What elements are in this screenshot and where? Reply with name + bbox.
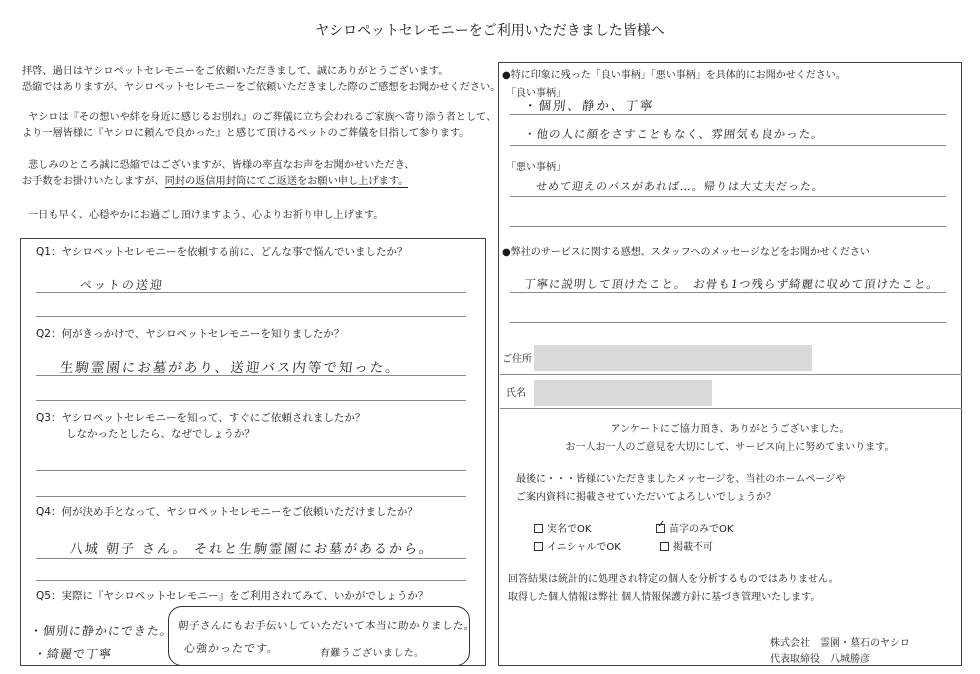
- q2-line-1: [36, 375, 466, 376]
- q5-label: Q5：実際に『ヤシロペットセレモニー』をご利用されてみて、いかがでしょうか？: [36, 590, 429, 602]
- intro-p4: 一日も早く、心穏やかにお過ごし頂けますよう、心よりお祈り申し上げます。: [28, 210, 384, 221]
- q4-line-1: [36, 558, 466, 559]
- page-title: ヤシロペットセレモニーをご利用いただきました皆様へ: [315, 23, 665, 39]
- good-items-answer-2[interactable]: ・他の人に顔をさすこともなく、雰囲気も良かった。: [523, 127, 825, 141]
- bad-items-label: 「悪い事柄」: [506, 162, 566, 173]
- intro-p3-line2: [22, 174, 482, 190]
- consent-option-initials[interactable]: イニシャルでOK: [534, 538, 621, 553]
- q5-answer-right-1[interactable]: 朝子さんにもお手伝いしていただいて本当に助かりました。: [177, 620, 476, 632]
- q1-label: Q1：ヤシロペットセレモニーを依頼する前に、どんな事で悩んでいましたか？: [36, 246, 408, 258]
- check-mark-icon: ✓: [657, 519, 666, 530]
- feedback-label: ●弊社のサービスに関する感想、スタッフへのメッセージなどをお聞かせください: [502, 247, 870, 258]
- feedback-answer[interactable]: 丁寧に説明して頂けたこと。 お骨も1つ残らず綺麗に収めて頂けたこと。: [523, 277, 940, 291]
- q1-answer[interactable]: ペットの送迎: [79, 278, 165, 292]
- q4-line-2: [36, 580, 466, 581]
- address-line: [500, 374, 962, 375]
- consent-question-line1: 最後に・・・皆様にいただきましたメッセージを、当社のホームページや: [516, 474, 846, 485]
- company-representative: 代表取締役 八城勝彦: [770, 654, 870, 665]
- name-label: 氏名: [506, 388, 526, 399]
- thanks-line2: お一人お一人のご意見を大切にして、サービス向上に努めてまいります。: [565, 442, 895, 453]
- feedback-line-2: [510, 322, 946, 323]
- privacy-line2: 取得した個人情報は弊社 個人情報保護方針に基づき管理いたします。: [508, 592, 821, 603]
- feedback-line-1: [510, 292, 946, 293]
- q2-label: Q2：何がきっかけで、ヤシロペットセレモニーを知りましたか？: [36, 328, 345, 340]
- bad-line-2: [510, 226, 946, 227]
- good-items-label: 「良い事柄」: [506, 88, 566, 99]
- q5-answer-right-2[interactable]: 心強かったです。: [183, 642, 280, 655]
- address-redacted-field[interactable]: [534, 345, 812, 371]
- address-label: ご住所: [502, 354, 532, 365]
- q3-label-line2: しなかったとしたら、なぜでしょうか？: [66, 428, 255, 440]
- checkbox-surname-only[interactable]: [656, 519, 666, 533]
- checkbox-real-name[interactable]: [534, 524, 543, 533]
- good-line-2: [510, 145, 946, 146]
- q3-label: Q3：ヤシロペットセレモニーを知って、すぐにご依頼されましたか？: [36, 412, 366, 424]
- q5-answer-left-1[interactable]: ・個別に静かにできた。: [29, 624, 174, 638]
- q5-answer-right-3[interactable]: 有難うございました。: [319, 648, 426, 659]
- q2-answer[interactable]: 生駒霊園にお墓があり、送迎バス内等で知った。: [58, 360, 402, 376]
- q4-label: Q4：何が決め手となって、ヤシロペットセレモニーをご依頼いただけましたか？: [36, 506, 418, 518]
- intro-p1-line2: 恐縮ではありますが、ヤシロペットセレモニーをご依頼いただきました際のご感想をお聞かせください。: [22, 82, 501, 93]
- impressions-label: ●特に印象に残った「良い事柄」「悪い事柄」を具体的にお聞かせください。: [502, 70, 846, 81]
- good-line-1: [510, 114, 946, 115]
- q1-line-1: [36, 292, 466, 293]
- bad-items-answer-1[interactable]: せめて迎えのバスがあれば…。帰りは大丈夫だった。: [535, 180, 825, 193]
- checkbox-initials[interactable]: [534, 542, 543, 551]
- q4-answer[interactable]: 八城 朝子 さん。 それと生駒霊園にお墓があるから。: [69, 542, 435, 557]
- good-items-answer-1[interactable]: ・個別、静か、丁寧: [523, 98, 656, 113]
- q1-line-2: [36, 316, 466, 317]
- consent-option-not-publish[interactable]: 掲載不可: [660, 538, 713, 553]
- intro-p1-line1: 拝啓、過日はヤシロペットセレモニーをご依頼いただきまして、誠にありがとうございます。: [22, 66, 449, 77]
- name-line: [500, 408, 962, 409]
- consent-option-real-name[interactable]: 実名でOK: [534, 520, 591, 535]
- checkbox-not-publish[interactable]: [660, 542, 669, 551]
- thanks-line1: アンケートにご協力頂き、ありがとうございました。: [610, 424, 850, 435]
- intro-p3-line2-a: お手数をお掛けいたしますが、: [22, 176, 165, 187]
- consent-option-surname-only[interactable]: ✓ 苗字のみでOK: [657, 519, 734, 535]
- consent-question-line2: ご案内資料に掲載させていただいてよろしいでしょうか？: [516, 492, 776, 503]
- q3-line-2: [36, 496, 466, 497]
- privacy-line1: 回答結果は統計的に処理され特定の個人を分析するものではありません。: [508, 574, 839, 585]
- intro-p2-line2: より一層皆様に『ヤシロに頼んで良かった』と感じて頂けるペットのご葬儀を目指して参ります。: [22, 128, 470, 139]
- intro-p2-line1: ヤシロは『その想いや絆を身近に感じるお別れ』のご葬儀に立ち会われるご家族へ寄り添う者として、: [28, 112, 497, 123]
- intro-p3-line1: 悲しみのところ誠に恐縮ではございますが、皆様の率直なお声をお聞かせいただき、: [28, 160, 415, 171]
- company-name: 株式会社 霊園・墓石のヤシロ: [770, 638, 910, 649]
- q3-line-1: [36, 470, 466, 471]
- q2-line-2: [36, 400, 466, 401]
- intro-return-envelope-note: 同封の返信用封筒にてご返送をお願い申し上げます。: [164, 176, 409, 187]
- q5-answer-left-2[interactable]: ・綺麗で丁寧: [33, 647, 113, 661]
- name-redacted-field[interactable]: [534, 380, 712, 406]
- bad-line-1: [510, 196, 946, 197]
